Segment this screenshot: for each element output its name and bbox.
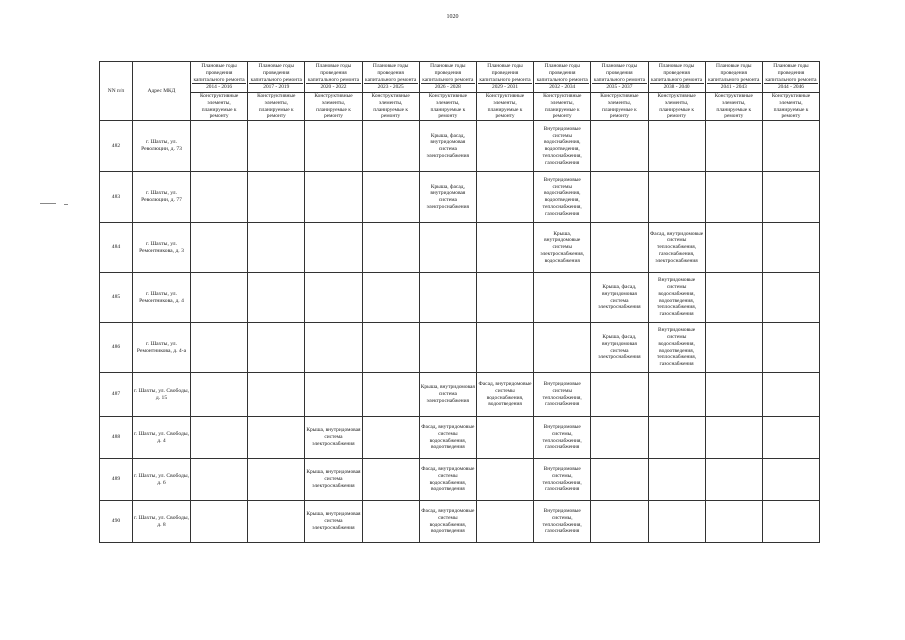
repair-cell: Внутридомовые системы, теплоснабжения, газоснабжения (534, 459, 591, 501)
repair-cell (648, 121, 705, 172)
repair-cell (362, 323, 419, 373)
header-plan-label: Плановые годы проведения капитального ремонта (650, 63, 703, 83)
repair-cell (248, 501, 305, 543)
header-period-years: 2014 - 2016 (192, 83, 246, 91)
repair-cell (705, 172, 762, 223)
repair-cell (191, 459, 248, 501)
repair-cell (648, 172, 705, 223)
table-row (100, 501, 820, 543)
table-row (100, 323, 820, 373)
repair-cell: Внутридомовые системы водоснабжения, водоотведения, теплоснабжения, газоснабжения (648, 273, 705, 323)
row-number: 489 (100, 459, 133, 501)
header-elements: Конструктивные элементы, планируемые к ремонту (305, 93, 362, 121)
repair-cell (762, 273, 819, 323)
table-row (100, 172, 820, 223)
table-row (100, 417, 820, 459)
row-address: г. Шахты, ул. Свободы, д. 8 (133, 501, 191, 543)
header-period (534, 62, 591, 93)
repair-cell: Крыша, внутридомовые системы электроснабжения, водоснабжения (534, 223, 591, 273)
header-period-years: 2041 - 2043 (707, 83, 761, 91)
scan-speck (64, 204, 68, 205)
repair-cell (191, 417, 248, 459)
row-number: 484 (100, 223, 133, 273)
table-row (100, 373, 820, 417)
repair-cell: Фасад, внутридомовые системы водоснабжения, водоотведения (419, 459, 476, 501)
header-period-years: 2023 - 2025 (364, 83, 418, 91)
header-elements: Конструктивные элементы, планируемые к ремонту (191, 93, 248, 121)
repair-cell: Внутридомовые системы, теплоснабжения, газоснабжения (534, 501, 591, 543)
repair-cell (305, 121, 362, 172)
repair-cell: Фасад, внутридомовые системы теплоснабжения, газоснабжения, электроснабжения (648, 223, 705, 273)
header-elements: Конструктивные элементы, планируемые к ремонту (534, 93, 591, 121)
row-address: г. Шахты, ул. Ремонтникова, д. 4 (133, 273, 191, 323)
repair-cell: Крыша, фасад, внутридомовая система электроснабжения (419, 172, 476, 223)
repair-cell (705, 373, 762, 417)
repair-cell (705, 223, 762, 273)
repair-cell (591, 172, 648, 223)
repair-cell: Внутридомовые системы теплоснабжения, газоснабжения (534, 373, 591, 417)
header-period (648, 62, 705, 93)
header-elements: Конструктивные элементы, планируемые к ремонту (648, 93, 705, 121)
repair-cell (705, 121, 762, 172)
header-plan-label: Плановые годы проведения капитального ремонта (708, 63, 760, 83)
header-period-years: 2035 - 2037 (592, 83, 646, 91)
repair-cell (191, 373, 248, 417)
row-number: 488 (100, 417, 133, 459)
repair-cell (191, 172, 248, 223)
repair-cell (762, 501, 819, 543)
repair-cell (648, 459, 705, 501)
repair-cell (705, 501, 762, 543)
header-period-years: 2038 - 2040 (650, 83, 704, 91)
scan-speck (40, 203, 56, 204)
repair-cell (762, 373, 819, 417)
repair-cell (648, 417, 705, 459)
header-period (762, 62, 819, 93)
header-elements: Конструктивные элементы, планируемые к ремонту (476, 93, 533, 121)
header-plan-label: Плановые годы проведения капитального ремонта (307, 63, 360, 83)
header-row-elements (100, 93, 820, 121)
repair-cell: Внутридомовые системы водоснабжения, водоотведения, теплоснабжения, газоснабжения (534, 121, 591, 172)
page-number: 1020 (446, 14, 459, 20)
repair-cell (248, 417, 305, 459)
repair-cell: Внутридомовые системы водоснабжения, водоотведения, теплоснабжения, газоснабжения (534, 172, 591, 223)
header-period (362, 62, 419, 93)
repair-cell (305, 172, 362, 223)
row-address: г. Шахты, ул. Ремонтникова, д. 4-а (133, 323, 191, 373)
repair-cell (476, 121, 533, 172)
header-period-years: 2017 - 2019 (249, 83, 303, 91)
repair-cell (591, 373, 648, 417)
header-period (191, 62, 248, 93)
repair-cell (419, 223, 476, 273)
repair-cell (705, 273, 762, 323)
repair-cell: Крыша, внутридомовая система электроснабжения (305, 417, 362, 459)
repair-cell (476, 459, 533, 501)
repair-cell (305, 323, 362, 373)
repair-cell (248, 459, 305, 501)
row-address: г. Шахты, ул. Свободы, д. 15 (133, 373, 191, 417)
repair-cell (534, 323, 591, 373)
repair-cell (762, 323, 819, 373)
repair-cell (762, 223, 819, 273)
header-period-years: 2032 - 2034 (535, 83, 589, 91)
repair-cell (762, 121, 819, 172)
header-period (476, 62, 533, 93)
header-row-periods (100, 62, 820, 93)
repair-cell (705, 459, 762, 501)
row-address: г. Шахты, ул. Революции, д. 73 (133, 121, 191, 172)
header-num: NN п/п (100, 62, 133, 121)
repair-cell: Фасад, внутридомовые системы водоснабжения, водоотведения (419, 417, 476, 459)
row-address: г. Шахты, ул. Революции, д. 77 (133, 172, 191, 223)
repair-cell (191, 223, 248, 273)
header-address: Адрес МКД (133, 62, 191, 121)
repair-cell: Фасад, внутридомовые системы водоснабжения, водоотведения (419, 501, 476, 543)
header-plan-label: Плановые годы проведения капитального ремонта (593, 63, 646, 83)
header-elements: Конструктивные элементы, планируемые к ремонту (591, 93, 648, 121)
row-number: 482 (100, 121, 133, 172)
repair-cell (191, 323, 248, 373)
repair-cell (248, 273, 305, 323)
repair-cell (476, 223, 533, 273)
header-period-years: 2026 - 2028 (421, 83, 475, 91)
repair-cell: Внутридомовые системы водоснабжения, водоотведения, теплоснабжения, газоснабжения (648, 323, 705, 373)
repair-cell (362, 501, 419, 543)
repair-cell (191, 273, 248, 323)
repair-cell (248, 223, 305, 273)
repair-cell: Крыша, внутридомовая система электроснабжения (419, 373, 476, 417)
repair-cell (305, 273, 362, 323)
repair-cell (362, 459, 419, 501)
row-number: 485 (100, 273, 133, 323)
repair-cell: Крыша, внутридомовая система электроснабжения (305, 501, 362, 543)
header-period (248, 62, 305, 93)
repair-cell: Крыша, фасад, внутридомовая система электроснабжения (419, 121, 476, 172)
repair-cell (648, 501, 705, 543)
header-elements: Конструктивные элементы, планируемые к ремонту (362, 93, 419, 121)
repair-cell (362, 417, 419, 459)
row-number: 490 (100, 501, 133, 543)
repair-cell (591, 121, 648, 172)
repair-cell: Крыша, фасад, внутридомовая система электроснабжения (591, 323, 648, 373)
header-elements: Конструктивные элементы, планируемые к ремонту (705, 93, 762, 121)
table-row (100, 459, 820, 501)
header-plan-label: Плановые годы проведения капитального ремонта (365, 63, 417, 83)
repair-cell (476, 172, 533, 223)
row-number: 487 (100, 373, 133, 417)
repair-cell: Крыша, внутридомовая система электроснабжения (305, 459, 362, 501)
header-period-years: 2044 - 2046 (764, 83, 818, 91)
repair-cell (248, 121, 305, 172)
repair-cell (591, 459, 648, 501)
repair-cell (419, 273, 476, 323)
header-plan-label: Плановые годы проведения капитального ремонта (536, 63, 588, 83)
repair-cell (362, 172, 419, 223)
repair-cell: Внутридомовые системы, теплоснабжения, газоснабжения (534, 417, 591, 459)
repair-cell (534, 273, 591, 323)
row-address: г. Шахты, ул. Ремонтникова, д. 3 (133, 223, 191, 273)
repair-cell (762, 459, 819, 501)
header-plan-label: Плановые годы проведения капитального ремонта (422, 63, 474, 83)
header-plan-label: Плановые годы проведения капитального ремонта (250, 63, 302, 83)
header-period (591, 62, 648, 93)
repair-cell (648, 373, 705, 417)
repair-cell (705, 417, 762, 459)
repair-cell (762, 417, 819, 459)
repair-cell (362, 121, 419, 172)
header-plan-label: Плановые годы проведения капитального ремонта (765, 63, 817, 83)
row-number: 483 (100, 172, 133, 223)
repair-cell: Крыша, фасад, внутридомовая система электроснабжения (591, 273, 648, 323)
table-body (100, 62, 820, 543)
row-address: г. Шахты, ул. Свободы, д. 4 (133, 417, 191, 459)
repair-cell (591, 417, 648, 459)
repair-cell (248, 172, 305, 223)
table-row (100, 273, 820, 323)
repair-cell (305, 373, 362, 417)
repair-cell (476, 417, 533, 459)
table-row (100, 121, 820, 172)
header-elements: Конструктивные элементы, планируемые к ремонту (248, 93, 305, 121)
header-elements: Конструктивные элементы, планируемые к ремонту (419, 93, 476, 121)
table-row (100, 223, 820, 273)
repair-cell (191, 121, 248, 172)
header-period (419, 62, 476, 93)
repair-cell (248, 373, 305, 417)
header-plan-label: Плановые годы проведения капитального ремонта (193, 63, 245, 83)
repair-cell (476, 323, 533, 373)
repair-cell: Фасад, внутридомовые системы водоснабжения, водоотведения (476, 373, 533, 417)
capital-repair-table (99, 61, 820, 543)
repair-cell (362, 373, 419, 417)
header-period (305, 62, 362, 93)
repair-cell (419, 323, 476, 373)
header-period-years: 2020 - 2022 (306, 83, 360, 91)
repair-cell (476, 273, 533, 323)
header-period-years: 2029 - 2031 (478, 83, 532, 91)
header-elements: Конструктивные элементы, планируемые к ремонту (762, 93, 819, 121)
row-address: г. Шахты, ул. Свободы, д. 6 (133, 459, 191, 501)
repair-cell (305, 223, 362, 273)
repair-cell (476, 501, 533, 543)
repair-cell (762, 172, 819, 223)
repair-cell (362, 223, 419, 273)
header-period (705, 62, 762, 93)
repair-cell (248, 323, 305, 373)
repair-cell (705, 323, 762, 373)
row-number: 486 (100, 323, 133, 373)
repair-cell (191, 501, 248, 543)
header-plan-label: Плановые годы проведения капитального ремонта (479, 63, 531, 83)
repair-cell (591, 223, 648, 273)
repair-cell (362, 273, 419, 323)
repair-cell (591, 501, 648, 543)
